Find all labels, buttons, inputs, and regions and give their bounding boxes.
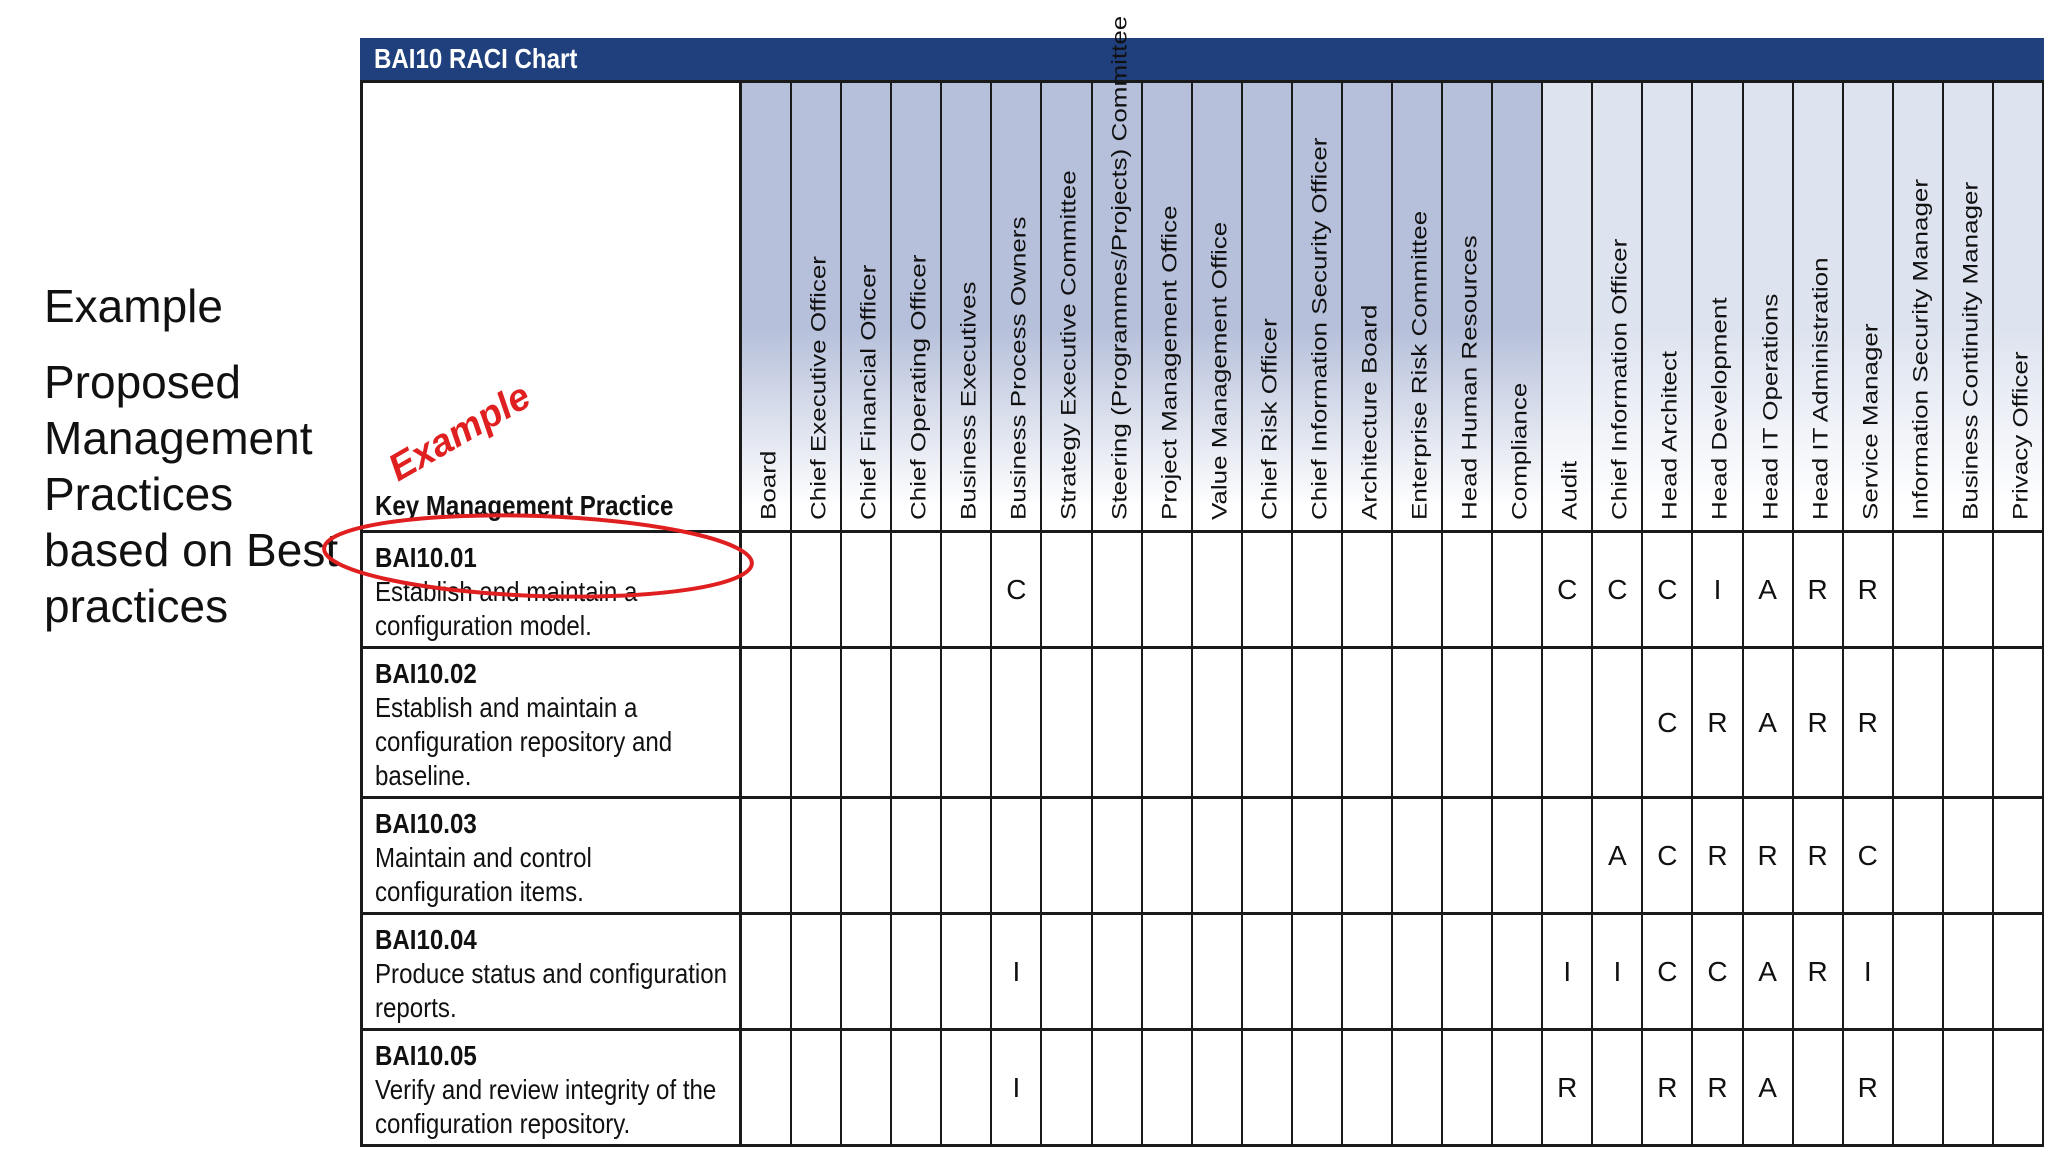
role-header-label: Head Human Resources bbox=[1457, 235, 1482, 520]
raci-cell bbox=[942, 533, 992, 646]
raci-cell bbox=[1393, 799, 1443, 912]
chart-title-bar bbox=[360, 38, 2044, 80]
role-header bbox=[1193, 80, 1243, 530]
side-line: Management bbox=[44, 412, 313, 464]
raci-cell bbox=[792, 799, 842, 912]
raci-cell bbox=[1093, 915, 1143, 1028]
role-header-label: Audit bbox=[1557, 460, 1582, 520]
role-header-label: Value Management Office bbox=[1206, 221, 1232, 520]
practice-row bbox=[360, 530, 2044, 646]
raci-cell: R bbox=[1844, 649, 1894, 796]
raci-cell bbox=[1143, 1031, 1193, 1144]
practice-cell bbox=[360, 799, 742, 912]
example-annotation: Example bbox=[381, 375, 538, 490]
role-header bbox=[1994, 80, 2044, 530]
role-header bbox=[942, 80, 992, 530]
role-header-label: Chief Information Officer bbox=[1607, 238, 1632, 520]
raci-cell bbox=[1143, 799, 1193, 912]
raci-cell bbox=[1243, 533, 1293, 646]
raci-cell bbox=[792, 533, 842, 646]
raci-cell bbox=[1994, 533, 2044, 646]
role-header bbox=[1643, 80, 1693, 530]
raci-cell bbox=[1193, 1031, 1243, 1144]
raci-cell bbox=[1994, 649, 2044, 796]
raci-cell: R bbox=[1794, 915, 1844, 1028]
role-header bbox=[992, 80, 1042, 530]
raci-cell bbox=[1093, 799, 1143, 912]
raci-cell bbox=[1994, 799, 2044, 912]
raci-cell bbox=[1343, 533, 1393, 646]
role-header-label: Head IT Operations bbox=[1757, 293, 1783, 520]
role-header-label: Strategy Executive Committee bbox=[1056, 170, 1082, 520]
role-header bbox=[1393, 80, 1443, 530]
practice-code: BAI10.02 bbox=[375, 658, 477, 689]
raci-cell: C bbox=[1643, 649, 1693, 796]
raci-cell: C bbox=[1543, 533, 1593, 646]
raci-cell bbox=[1994, 1031, 2044, 1144]
raci-cell bbox=[942, 649, 992, 796]
raci-cell: C bbox=[1643, 533, 1693, 646]
raci-cell: C bbox=[1593, 533, 1643, 646]
table-bottom-border bbox=[360, 1144, 2044, 1147]
raci-cell: A bbox=[1744, 915, 1794, 1028]
raci-cell bbox=[792, 649, 842, 796]
raci-cell bbox=[942, 1031, 992, 1144]
raci-cell bbox=[1143, 649, 1193, 796]
raci-cell bbox=[1193, 649, 1243, 796]
raci-cell bbox=[1343, 915, 1393, 1028]
side-caption bbox=[44, 278, 338, 634]
raci-cell bbox=[742, 799, 792, 912]
raci-cell bbox=[942, 915, 992, 1028]
raci-cell: R bbox=[1844, 1031, 1894, 1144]
raci-cell bbox=[1293, 1031, 1343, 1144]
practice-description: Establish and maintain a configuration repository and baseline. bbox=[375, 692, 673, 791]
raci-cell: A bbox=[1744, 1031, 1794, 1144]
role-header-label: Head IT Administration bbox=[1807, 257, 1833, 520]
raci-cell bbox=[842, 1031, 892, 1144]
raci-cell bbox=[1293, 649, 1343, 796]
raci-cell bbox=[1293, 533, 1343, 646]
practice-cell bbox=[360, 649, 742, 796]
role-header-label: Privacy Officer bbox=[2007, 351, 2033, 520]
raci-cell bbox=[1243, 1031, 1293, 1144]
role-header bbox=[1744, 80, 1794, 530]
side-line: Proposed bbox=[44, 356, 241, 408]
raci-cell bbox=[1093, 533, 1143, 646]
role-header-label: Enterprise Risk Committee bbox=[1407, 210, 1432, 520]
raci-cell: I bbox=[992, 1031, 1042, 1144]
raci-cell bbox=[1443, 1031, 1493, 1144]
role-header bbox=[1844, 80, 1894, 530]
role-header-label: Service Manager bbox=[1857, 323, 1883, 520]
raci-cell bbox=[1293, 915, 1343, 1028]
practice-code: BAI10.01 bbox=[375, 542, 477, 573]
role-header-label: Information Security Manager bbox=[1907, 178, 1933, 520]
raci-cell: R bbox=[1643, 1031, 1693, 1144]
raci-cell bbox=[1493, 1031, 1543, 1144]
side-line: Practices bbox=[44, 468, 234, 520]
raci-cell: R bbox=[1693, 1031, 1743, 1144]
role-header-label: Project Management Office bbox=[1156, 205, 1182, 520]
role-header bbox=[1443, 80, 1493, 530]
raci-cell bbox=[1193, 533, 1243, 646]
raci-cell: C bbox=[1693, 915, 1743, 1028]
raci-cell bbox=[1944, 649, 1994, 796]
raci-cell bbox=[1193, 915, 1243, 1028]
role-header bbox=[1944, 80, 1994, 530]
raci-cell bbox=[1894, 915, 1944, 1028]
role-header-label: Board bbox=[756, 450, 781, 520]
raci-cell bbox=[1894, 533, 1944, 646]
practice-code: BAI10.04 bbox=[375, 924, 477, 955]
raci-cell bbox=[992, 799, 1042, 912]
raci-cell: I bbox=[1844, 915, 1894, 1028]
raci-chart bbox=[360, 15, 2044, 1150]
raci-cell bbox=[1243, 649, 1293, 796]
raci-cell: R bbox=[1693, 799, 1743, 912]
raci-cell bbox=[1493, 533, 1543, 646]
raci-cell bbox=[1293, 799, 1343, 912]
raci-cell bbox=[892, 915, 942, 1028]
raci-cell bbox=[942, 799, 992, 912]
practice-description: Establish and maintain a configuration model. bbox=[375, 576, 638, 641]
role-header-label: Chief Operating Officer bbox=[906, 254, 931, 520]
raci-cell: A bbox=[1744, 649, 1794, 796]
raci-cell bbox=[1894, 799, 1944, 912]
raci-cell bbox=[992, 649, 1042, 796]
role-header-label: Business Executives bbox=[956, 281, 981, 520]
role-header-label: Compliance bbox=[1507, 382, 1532, 520]
raci-cell bbox=[742, 1031, 792, 1144]
raci-cell bbox=[892, 533, 942, 646]
raci-cell bbox=[1443, 649, 1493, 796]
raci-cell bbox=[1343, 1031, 1393, 1144]
raci-cell: I bbox=[1593, 915, 1643, 1028]
role-header bbox=[1593, 80, 1643, 530]
raci-cell bbox=[1944, 799, 1994, 912]
raci-cell bbox=[742, 649, 792, 796]
role-header bbox=[1794, 80, 1844, 530]
raci-cell bbox=[842, 533, 892, 646]
raci-cell bbox=[1894, 649, 1944, 796]
role-header bbox=[742, 80, 792, 530]
practice-code: BAI10.05 bbox=[375, 1040, 477, 1071]
raci-cell bbox=[1393, 649, 1443, 796]
raci-cell bbox=[892, 799, 942, 912]
role-header bbox=[842, 80, 892, 530]
raci-cell bbox=[742, 533, 792, 646]
role-header bbox=[1093, 15, 1143, 530]
raci-cell bbox=[792, 915, 842, 1028]
role-header bbox=[1343, 80, 1393, 530]
role-header bbox=[1693, 80, 1743, 530]
role-header bbox=[1543, 80, 1593, 530]
raci-cell: A bbox=[1593, 799, 1643, 912]
raci-cell bbox=[1443, 799, 1493, 912]
raci-cell bbox=[1393, 533, 1443, 646]
raci-cell bbox=[1393, 915, 1443, 1028]
raci-cell bbox=[1894, 1031, 1944, 1144]
role-header-label: Business Continuity Manager bbox=[1957, 181, 1983, 520]
practice-description: Maintain and control configuration items. bbox=[375, 842, 592, 907]
raci-cell: I bbox=[1693, 533, 1743, 646]
role-header bbox=[1493, 80, 1543, 530]
raci-cell bbox=[842, 649, 892, 796]
raci-cell bbox=[742, 915, 792, 1028]
role-header-label: Chief Information Security Officer bbox=[1306, 137, 1332, 520]
practice-column-header: Key Management Practice bbox=[375, 490, 674, 521]
role-header-label: Head Development bbox=[1707, 297, 1733, 520]
raci-cell bbox=[1093, 1031, 1143, 1144]
role-header bbox=[1143, 80, 1193, 530]
practice-description: Produce status and configuration reports. bbox=[375, 958, 728, 1023]
side-line: based on Best bbox=[44, 524, 339, 576]
practice-row bbox=[360, 912, 2044, 1028]
raci-cell: R bbox=[1794, 533, 1844, 646]
practice-cell bbox=[360, 1031, 742, 1144]
raci-cell: R bbox=[1844, 533, 1894, 646]
raci-cell: R bbox=[1543, 1031, 1593, 1144]
practice-description: Verify and review integrity of the configuration repository. bbox=[375, 1074, 717, 1139]
raci-cell: C bbox=[992, 533, 1042, 646]
raci-cell bbox=[1042, 799, 1092, 912]
role-header-label: Chief Executive Officer bbox=[806, 256, 831, 520]
raci-cell bbox=[1393, 1031, 1443, 1144]
practice-column-header-cell bbox=[360, 80, 742, 530]
raci-cell bbox=[1042, 1031, 1092, 1144]
raci-cell bbox=[892, 1031, 942, 1144]
raci-cell bbox=[1493, 799, 1543, 912]
raci-cell: R bbox=[1794, 649, 1844, 796]
raci-cell: R bbox=[1744, 799, 1794, 912]
role-header-label: Steering (Programmes/Projects) Committee bbox=[1106, 15, 1132, 520]
raci-cell bbox=[1243, 799, 1293, 912]
raci-cell bbox=[1143, 533, 1193, 646]
raci-cell bbox=[1593, 649, 1643, 796]
raci-cell bbox=[1042, 649, 1092, 796]
role-header bbox=[792, 80, 842, 530]
raci-cell bbox=[792, 1031, 842, 1144]
raci-cell bbox=[842, 915, 892, 1028]
raci-cell bbox=[1343, 799, 1393, 912]
raci-cell bbox=[1093, 649, 1143, 796]
raci-cell: R bbox=[1794, 799, 1844, 912]
raci-cell bbox=[1994, 915, 2044, 1028]
raci-cell bbox=[1042, 533, 1092, 646]
practice-row bbox=[360, 1028, 2044, 1144]
practice-row bbox=[360, 796, 2044, 912]
raci-cell: C bbox=[1844, 799, 1894, 912]
raci-cell bbox=[1944, 915, 1994, 1028]
side-line: practices bbox=[44, 580, 229, 632]
role-header bbox=[1042, 80, 1092, 530]
practice-cell bbox=[360, 533, 742, 646]
raci-cell: A bbox=[1744, 533, 1794, 646]
role-header-label: Business Process Owners bbox=[1006, 216, 1032, 520]
raci-cell bbox=[1343, 649, 1393, 796]
raci-cell bbox=[1443, 533, 1493, 646]
side-heading: Example bbox=[44, 280, 223, 332]
raci-cell: I bbox=[992, 915, 1042, 1028]
raci-cell: R bbox=[1693, 649, 1743, 796]
raci-cell: C bbox=[1643, 915, 1693, 1028]
raci-cell bbox=[1543, 649, 1593, 796]
raci-cell bbox=[1493, 915, 1543, 1028]
role-header bbox=[1243, 80, 1293, 530]
raci-cell bbox=[1794, 1031, 1844, 1144]
raci-cell: C bbox=[1643, 799, 1693, 912]
chart-title: BAI10 RACI Chart bbox=[374, 43, 578, 74]
role-header-label: Head Architect bbox=[1657, 350, 1683, 520]
raci-cell bbox=[1193, 799, 1243, 912]
raci-cell bbox=[1593, 1031, 1643, 1144]
practice-row bbox=[360, 646, 2044, 796]
role-header-label: Architecture Board bbox=[1356, 304, 1382, 520]
raci-cell bbox=[1042, 915, 1092, 1028]
raci-cell bbox=[1493, 649, 1543, 796]
raci-cell bbox=[1143, 915, 1193, 1028]
raci-cell bbox=[1243, 915, 1293, 1028]
raci-cell bbox=[842, 799, 892, 912]
role-header-label: Chief Risk Officer bbox=[1256, 318, 1282, 520]
practice-code: BAI10.03 bbox=[375, 808, 477, 839]
raci-cell bbox=[1443, 915, 1493, 1028]
role-header bbox=[1293, 80, 1343, 530]
role-header bbox=[892, 80, 942, 530]
raci-cell bbox=[1944, 1031, 1994, 1144]
practice-cell bbox=[360, 915, 742, 1028]
raci-cell bbox=[1944, 533, 1994, 646]
raci-cell: I bbox=[1543, 915, 1593, 1028]
role-header bbox=[1894, 80, 1944, 530]
role-header-label: Chief Financial Officer bbox=[856, 264, 881, 520]
raci-cell bbox=[1543, 799, 1593, 912]
raci-cell bbox=[892, 649, 942, 796]
